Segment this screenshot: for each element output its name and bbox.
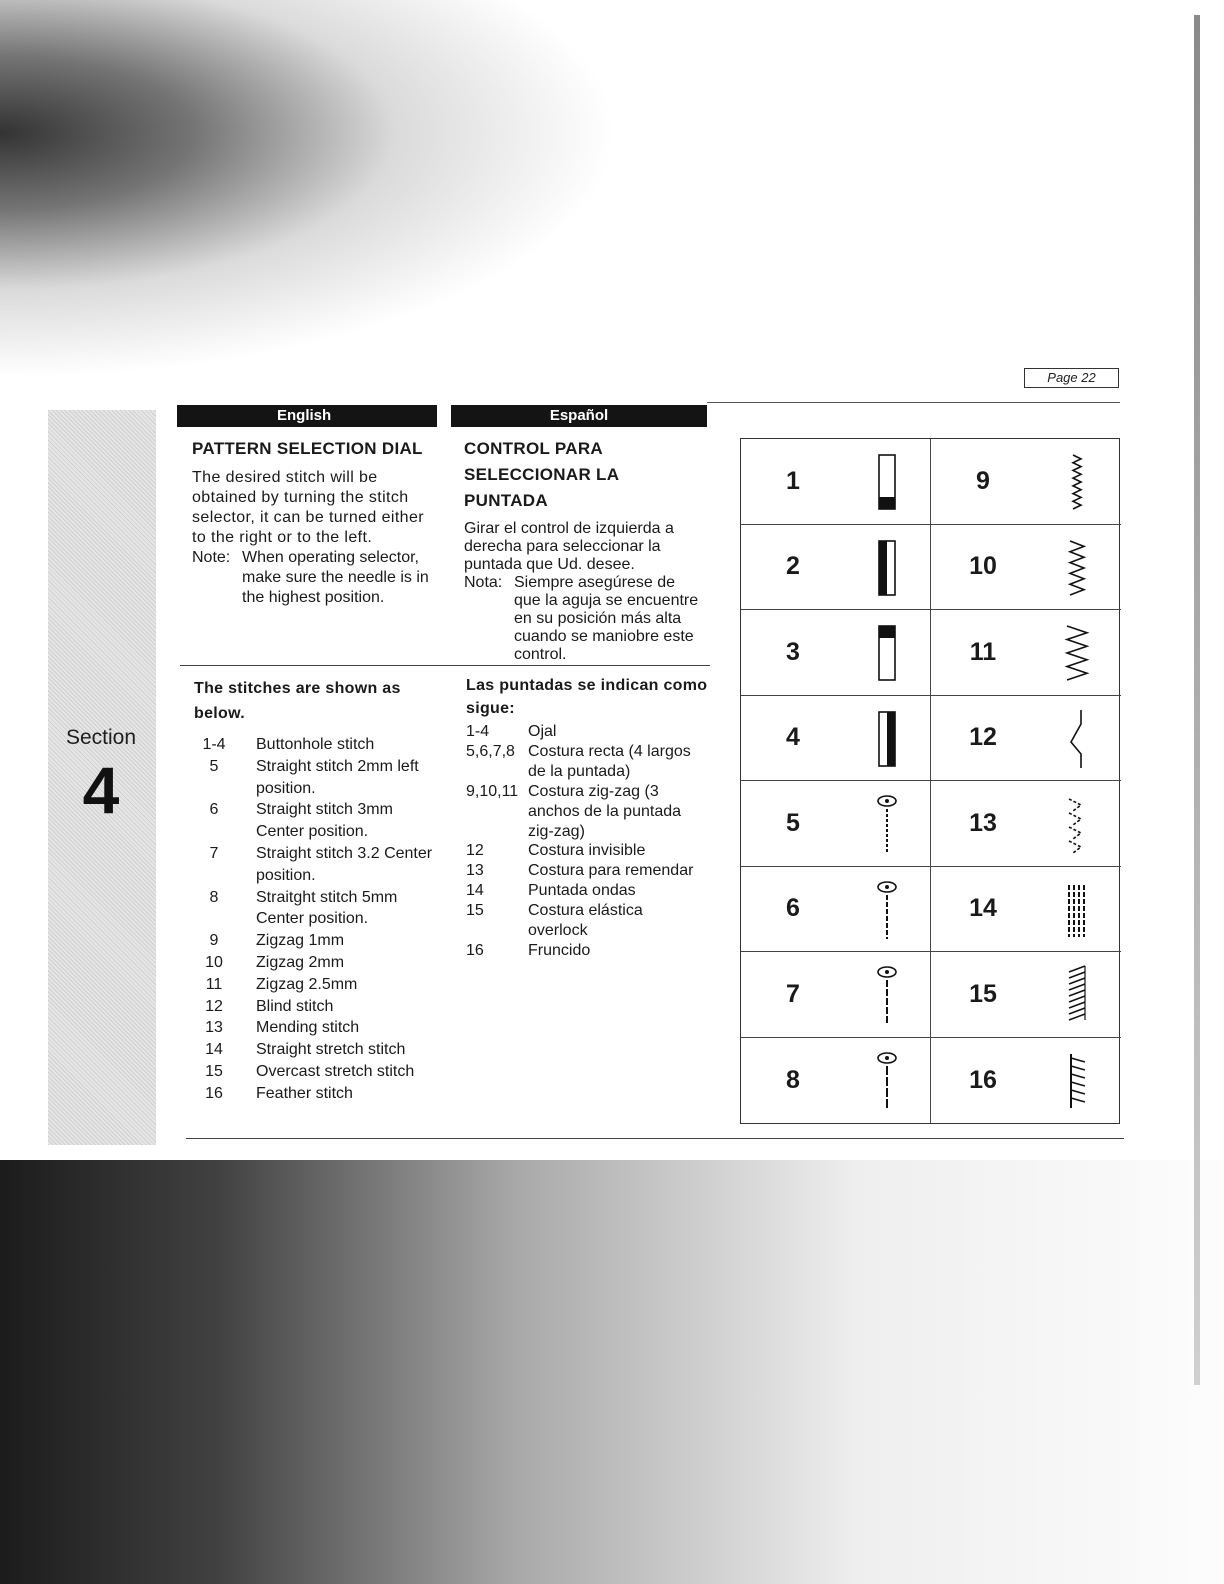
english-item-description: Zigzag 2mm (256, 953, 345, 971)
english-note-label: Note: (192, 549, 231, 566)
buttonhole-left-side-icon (869, 537, 905, 599)
stitch-cell (741, 525, 931, 611)
english-list-item (194, 843, 444, 887)
straight-stitch-short-icon (869, 793, 905, 855)
stitch-pattern-grid (740, 438, 1120, 1124)
stitch-number: 8 (786, 1065, 800, 1094)
english-note (192, 548, 432, 608)
english-list-item (194, 930, 444, 952)
english-item-number: 10 (205, 953, 223, 971)
spanish-list-item (466, 722, 711, 742)
spanish-list-heading: Las puntadas se indican como sigue: (466, 677, 708, 717)
stitch-number: 15 (969, 979, 997, 1008)
stitch-cell (741, 952, 931, 1038)
stitch-number: 2 (786, 552, 800, 581)
straight-stitch-medium-icon (869, 879, 905, 941)
spanish-item-number: 14 (466, 882, 484, 900)
spanish-item-number: 15 (466, 902, 484, 920)
spanish-item-description: Costura elástica overlock (528, 902, 643, 940)
english-list-item (194, 1039, 444, 1061)
english-item-description: Blind stitch (256, 997, 334, 1015)
english-item-number: 1-4 (202, 736, 226, 753)
scan-shadow-bottom (0, 1160, 1224, 1584)
wide-zigzag-icon (1059, 622, 1095, 684)
english-item-number: 13 (205, 1019, 223, 1037)
spanish-heading: CONTROL PARA SELECCIONAR LA PUNTADA (464, 439, 619, 510)
footer-rule (186, 1138, 1124, 1139)
stitch-number: 12 (969, 723, 997, 752)
spanish-list-item (466, 861, 711, 881)
english-item-number: 6 (209, 801, 219, 819)
spanish-list-item (466, 941, 711, 961)
english-item-number: 16 (205, 1084, 223, 1102)
english-item-description: Zigzag 2.5mm (256, 975, 358, 993)
scan-page-edge (1194, 15, 1200, 1385)
english-list-item (194, 1061, 444, 1083)
stitch-cell (931, 696, 1121, 782)
spanish-item-number: 12 (466, 842, 484, 860)
english-note-text: When operating selector, make sure the needle is in the highest position. (242, 549, 429, 606)
spanish-item-description: Costura zig-zag (3 anchos de la puntada zig-zag) (528, 782, 682, 840)
stitch-cell (741, 610, 931, 696)
english-item-description: Straight stretch stitch (256, 1041, 406, 1059)
overcast-stretch-icon (1059, 964, 1095, 1026)
english-item-description: Overcast stretch stitch (256, 1062, 415, 1080)
spanish-note-label: Nota: (464, 574, 503, 591)
english-list-item (194, 974, 444, 996)
stitch-number: 1 (786, 466, 800, 495)
spanish-list-item (466, 881, 711, 901)
stitch-number: 4 (786, 723, 800, 752)
stitch-cell (741, 1038, 931, 1124)
section-label: Section (65, 726, 137, 749)
stitch-number: 7 (786, 979, 800, 1008)
spanish-note-text: Siempre asegúrese de que la aguja se encuentre en su posición más alta cuando se maniobre este control. (514, 574, 699, 663)
english-item-number: 8 (209, 888, 219, 906)
english-item-number: 14 (205, 1041, 223, 1059)
english-list-heading: The stitches are shown as below. (194, 680, 401, 722)
page-number: Page 22 (1024, 368, 1119, 388)
english-header-label: English (277, 407, 332, 424)
straight-stitch-longest-icon (869, 1050, 905, 1112)
english-item-description: Straight stitch 3mm Center position. (256, 801, 393, 841)
stitch-cell (931, 952, 1121, 1038)
narrow-zigzag-icon (1059, 451, 1095, 513)
spanish-note (464, 574, 704, 664)
stitch-cell (931, 439, 1121, 525)
english-header-bar (177, 405, 437, 427)
spanish-item-number: 16 (466, 941, 484, 959)
stitch-cell (931, 610, 1121, 696)
english-intro-column (192, 436, 432, 608)
buttonhole-right-side-icon (869, 708, 905, 770)
spanish-item-description: Costura para remendar (528, 862, 694, 880)
stitch-number: 13 (969, 808, 997, 837)
spanish-list-body (466, 722, 711, 961)
english-list-item (194, 734, 444, 756)
english-stitch-list (194, 676, 444, 1105)
stitch-cell (931, 867, 1121, 953)
english-item-description: Mending stitch (256, 1019, 360, 1037)
stitch-number: 9 (976, 466, 990, 495)
english-list-item (194, 756, 444, 800)
english-item-description: Straight stitch 3.2 Center position. (256, 844, 433, 884)
stitch-cell (741, 781, 931, 867)
mending-stitch-icon (1059, 793, 1095, 855)
stitch-number: 14 (969, 894, 997, 923)
spanish-item-description: Costura invisible (528, 842, 646, 860)
feather-stitch-icon (1059, 1050, 1095, 1112)
english-heading: PATTERN SELECTION DIAL (192, 439, 423, 458)
english-list-item (194, 887, 444, 931)
spanish-intro: Girar el control de izquierda a derecha para seleccionar la puntada que Ud. desee. (464, 520, 674, 573)
stitch-cell (741, 867, 931, 953)
medium-zigzag-icon (1059, 537, 1095, 599)
spanish-item-description: Ojal (528, 723, 557, 740)
stitch-number: 16 (969, 1065, 997, 1094)
english-item-number: 12 (205, 997, 223, 1015)
spanish-stitch-list (466, 674, 711, 961)
scan-shadow-top (0, 0, 620, 380)
english-list-body (194, 734, 444, 1105)
spanish-item-number: 9,10,11 (466, 782, 519, 800)
spanish-item-description: Costura recta (4 largos de la puntada) (528, 742, 691, 780)
blind-stitch-icon (1059, 708, 1095, 770)
stitch-number: 6 (786, 894, 800, 923)
straight-stretch-icon (1059, 879, 1095, 941)
spanish-item-number: 1-4 (466, 723, 490, 740)
column-divider-rule (180, 665, 710, 666)
spanish-item-description: Fruncido (528, 941, 591, 959)
english-list-item (194, 952, 444, 974)
spanish-item-description: Puntada ondas (528, 882, 636, 900)
english-item-number: 5 (209, 757, 219, 775)
stitch-cell (931, 1038, 1121, 1124)
stitch-cell (741, 439, 931, 525)
spanish-intro-column (464, 436, 704, 664)
spanish-list-item (466, 901, 711, 941)
english-item-number: 7 (209, 844, 219, 862)
stitch-cell (741, 696, 931, 782)
header-rule (707, 402, 1120, 403)
english-item-description: Feather stitch (256, 1084, 353, 1102)
english-intro: The desired stitch will be obtained by turning the stitch selector, it can be turned either to the right or to the left. (192, 469, 424, 546)
buttonhole-bottom-bar-icon (869, 451, 905, 513)
english-item-number: 9 (209, 932, 219, 950)
spanish-list-item (466, 841, 711, 861)
stitch-number: 5 (786, 808, 800, 837)
spanish-item-number: 13 (466, 862, 484, 880)
english-list-item (194, 1017, 444, 1039)
spanish-header-bar: Español (451, 405, 707, 427)
spanish-list-item (466, 782, 711, 842)
stitch-cell (931, 781, 1121, 867)
english-list-item (194, 799, 444, 843)
english-item-number: 11 (205, 975, 223, 993)
stitch-number: 10 (969, 552, 997, 581)
stitch-number: 11 (969, 637, 997, 666)
section-number: 4 (82, 753, 120, 827)
english-item-description: Zigzag 1mm (256, 932, 345, 950)
english-item-number: 15 (205, 1062, 223, 1080)
english-item-description: Straitght stitch 5mm Center position. (256, 888, 398, 928)
spanish-item-number: 5,6,7,8 (466, 742, 515, 760)
english-list-item (194, 1083, 444, 1105)
english-item-description: Buttonhole stitch (256, 736, 375, 753)
stitch-number: 3 (786, 637, 800, 666)
straight-stitch-long-icon (869, 964, 905, 1026)
buttonhole-top-bar-icon (869, 622, 905, 684)
spanish-list-item (466, 742, 711, 782)
english-item-description: Straight stitch 2mm left position. (256, 757, 419, 797)
english-list-item (194, 996, 444, 1018)
stitch-cell (931, 525, 1121, 611)
